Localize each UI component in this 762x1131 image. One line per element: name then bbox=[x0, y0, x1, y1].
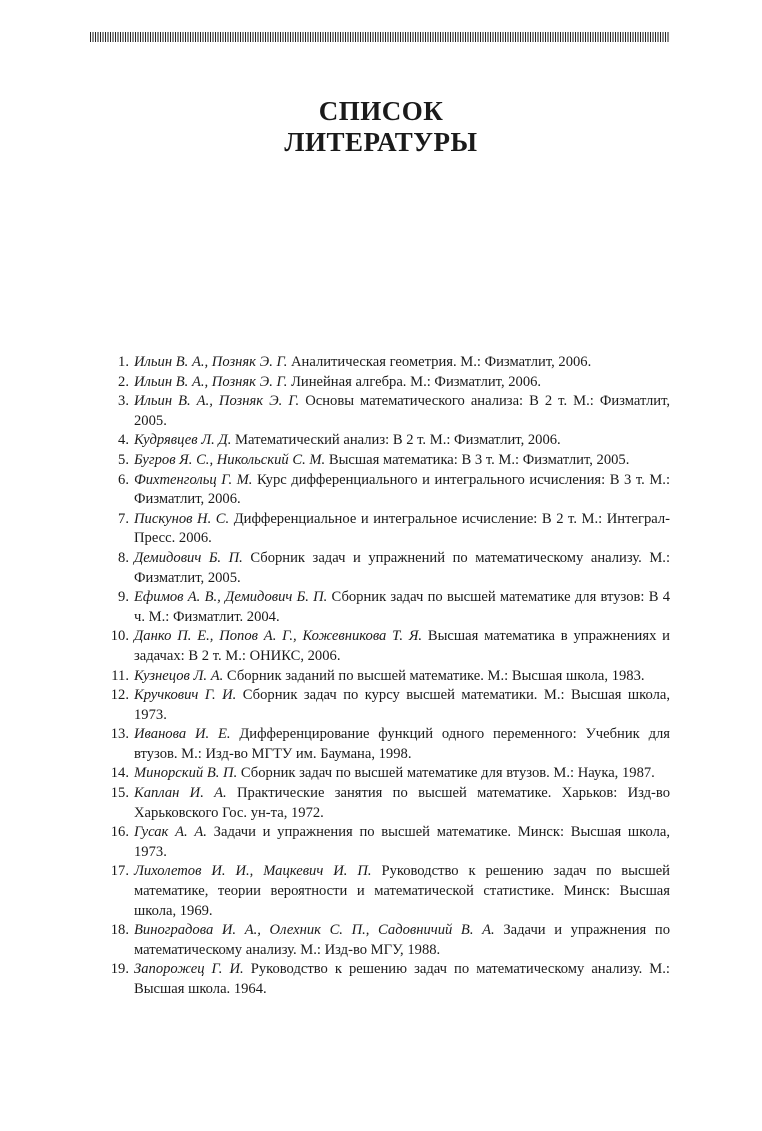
reference-number: 7. bbox=[118, 510, 129, 527]
reference-title-publisher: Руководство к решению задач по математическому анализу. М.: Высшая школа. 1964. bbox=[134, 961, 670, 997]
reference-authors: Гусак А. А. bbox=[134, 824, 207, 841]
reference-number: 18. bbox=[110, 922, 129, 939]
reference-text bbox=[134, 510, 670, 549]
reference-title-publisher: Сборник заданий по высшей математике. М.: Высшая школа, 1983. bbox=[223, 667, 645, 684]
reference-text bbox=[134, 667, 670, 687]
reference-item bbox=[100, 392, 670, 431]
reference-text bbox=[134, 862, 670, 921]
reference-authors: Каплан И. А. bbox=[134, 785, 227, 802]
reference-title-publisher: Линейная алгебра. М.: Физматлит, 2006. bbox=[287, 373, 542, 390]
reference-item bbox=[100, 471, 670, 510]
reference-item bbox=[100, 510, 670, 549]
reference-authors: Демидович Б. П. bbox=[134, 549, 243, 566]
reference-title-publisher: Аналитическая геометрия. М.: Физматлит, 2006. bbox=[287, 354, 592, 370]
reference-item bbox=[100, 549, 670, 588]
reference-title-publisher: Дифференциальное и интегральное исчисление: В 2 т. М.: Интеграл-Пресс. 2006. bbox=[134, 510, 670, 547]
page-title-line-2: ЛИТЕРАТУРЫ bbox=[284, 127, 478, 158]
page-title-line-1: СПИСОК bbox=[318, 96, 444, 127]
reference-list bbox=[100, 353, 670, 1000]
reference-item bbox=[100, 764, 670, 784]
reference-authors: Пискунов Н. С. bbox=[134, 510, 230, 527]
reference-title-publisher: Основы математического анализа: В 2 т. М.: Физматлит, 2005. bbox=[134, 393, 670, 429]
reference-title-publisher: Задачи и упражнения по математическому анализу. М.: Изд-во МГУ, 1988. bbox=[134, 922, 670, 958]
reference-number: 9. bbox=[118, 589, 129, 606]
reference-number: 1. bbox=[118, 354, 129, 370]
reference-text bbox=[134, 725, 670, 764]
reference-text bbox=[134, 373, 670, 393]
reference-authors: Бугров Я. С., Никольский С. М. bbox=[134, 451, 326, 468]
reference-number: 12. bbox=[110, 687, 129, 704]
reference-item bbox=[100, 431, 670, 451]
reference-title-publisher: Руководство к решению задач по высшей математике, теории вероятности и математической статистике. Минск: Высшая школа, 1969. bbox=[134, 863, 670, 919]
reference-item bbox=[100, 960, 670, 999]
reference-authors: Кудрявцев Л. Д. bbox=[134, 432, 232, 449]
reference-number: 8. bbox=[118, 549, 129, 566]
reference-text bbox=[134, 627, 670, 666]
reference-item bbox=[100, 627, 670, 666]
reference-number: 19. bbox=[110, 961, 129, 978]
reference-title-publisher: Сборник задач по высшей математике для втузов: В 4 ч. М.: Физматлит. 2004. bbox=[134, 589, 670, 625]
reference-title-publisher: Практические занятия по высшей математике. Харьков: Изд-во Харьковского Гос. ун-та, 1972. bbox=[134, 785, 670, 821]
reference-authors: Лихолетов И. И., Мацкевич И. П. bbox=[134, 863, 372, 880]
reference-text bbox=[134, 784, 670, 823]
reference-title-publisher: Задачи и упражнения по высшей математике. Минск: Высшая школа, 1973. bbox=[134, 824, 670, 860]
reference-authors: Минорский В. П. bbox=[134, 765, 238, 782]
reference-item bbox=[100, 667, 670, 687]
reference-text bbox=[134, 392, 670, 431]
reference-title-publisher: Высшая математика: В 3 т. М.: Физматлит, 2005. bbox=[325, 451, 630, 468]
reference-title-publisher: Сборник задач по курсу высшей математики. М.: Высшая школа, 1973. bbox=[134, 687, 670, 723]
reference-authors: Данко П. Е., Попов А. Г., Кожевникова Т. Я. bbox=[134, 628, 423, 645]
reference-number: 5. bbox=[118, 451, 129, 468]
reference-title-publisher: Дифференцирование функций одного переменного: Учебник для втузов. М.: Изд-во МГТУ им. Баумана, 1998. bbox=[134, 726, 670, 762]
reference-authors: Запорожец Г. И. bbox=[134, 961, 244, 978]
reference-number: 3. bbox=[118, 393, 129, 410]
reference-text bbox=[134, 588, 670, 627]
reference-title-publisher: Курс дифференциального и интегрального исчисления: В 3 т. М.: Физматлит, 2006. bbox=[134, 471, 670, 508]
reference-text bbox=[134, 451, 670, 471]
reference-authors: Ильин В. А., Позняк Э. Г. bbox=[134, 354, 288, 370]
reference-item bbox=[100, 862, 670, 921]
reference-item bbox=[100, 784, 670, 823]
reference-authors: Кручкович Г. И. bbox=[134, 687, 237, 704]
reference-item bbox=[100, 725, 670, 764]
reference-item bbox=[100, 921, 670, 960]
reference-authors: Иванова И. Е. bbox=[134, 726, 231, 743]
reference-text bbox=[134, 431, 670, 451]
reference-number: 16. bbox=[110, 824, 129, 841]
reference-item bbox=[100, 686, 670, 725]
reference-number: 2. bbox=[118, 373, 129, 390]
reference-number: 15. bbox=[110, 785, 129, 802]
reference-text bbox=[134, 353, 670, 373]
reference-authors: Ильин В. А., Позняк Э. Г. bbox=[134, 373, 288, 390]
reference-text bbox=[134, 549, 670, 588]
reference-number: 6. bbox=[118, 471, 129, 488]
reference-item bbox=[100, 373, 670, 393]
reference-number: 14. bbox=[110, 765, 129, 782]
reference-text bbox=[134, 960, 670, 999]
reference-item bbox=[100, 823, 670, 862]
reference-item bbox=[100, 588, 670, 627]
reference-authors: Ефимов А. В., Демидович Б. П. bbox=[134, 589, 328, 606]
reference-authors: Ильин В. А., Позняк Э. Г. bbox=[134, 393, 300, 410]
reference-title-publisher: Высшая математика в упражнениях и задачах: В 2 т. М.: ОНИКС, 2006. bbox=[134, 628, 670, 664]
reference-number: 10. bbox=[110, 628, 129, 645]
reference-number: 4. bbox=[118, 432, 129, 449]
reference-item bbox=[100, 451, 670, 471]
reference-text bbox=[134, 823, 670, 862]
reference-title-publisher: Сборник задач по высшей математике для втузов. М.: Наука, 1987. bbox=[237, 765, 655, 782]
reference-text bbox=[134, 471, 670, 510]
reference-text bbox=[134, 921, 670, 960]
reference-number: 13. bbox=[110, 726, 129, 743]
reference-title-publisher: Математический анализ: В 2 т. М.: Физматлит, 2006. bbox=[231, 432, 561, 449]
reference-number: 11. bbox=[111, 667, 129, 684]
reference-authors: Кузнецов Л. А. bbox=[134, 667, 224, 684]
reference-text bbox=[134, 686, 670, 725]
reference-title-publisher: Сборник задач и упражнений по математическому анализу. М.: Физматлит, 2005. bbox=[134, 549, 670, 586]
page-title bbox=[0, 96, 762, 158]
reference-authors: Фихтенгольц Г. М. bbox=[134, 471, 253, 488]
reference-item bbox=[100, 353, 670, 373]
top-decorative-rule bbox=[90, 32, 670, 42]
reference-authors: Виноградова И. А., Олехник С. П., Садовничий В. А. bbox=[134, 922, 495, 939]
reference-number: 17. bbox=[110, 863, 129, 880]
reference-text bbox=[134, 764, 670, 784]
